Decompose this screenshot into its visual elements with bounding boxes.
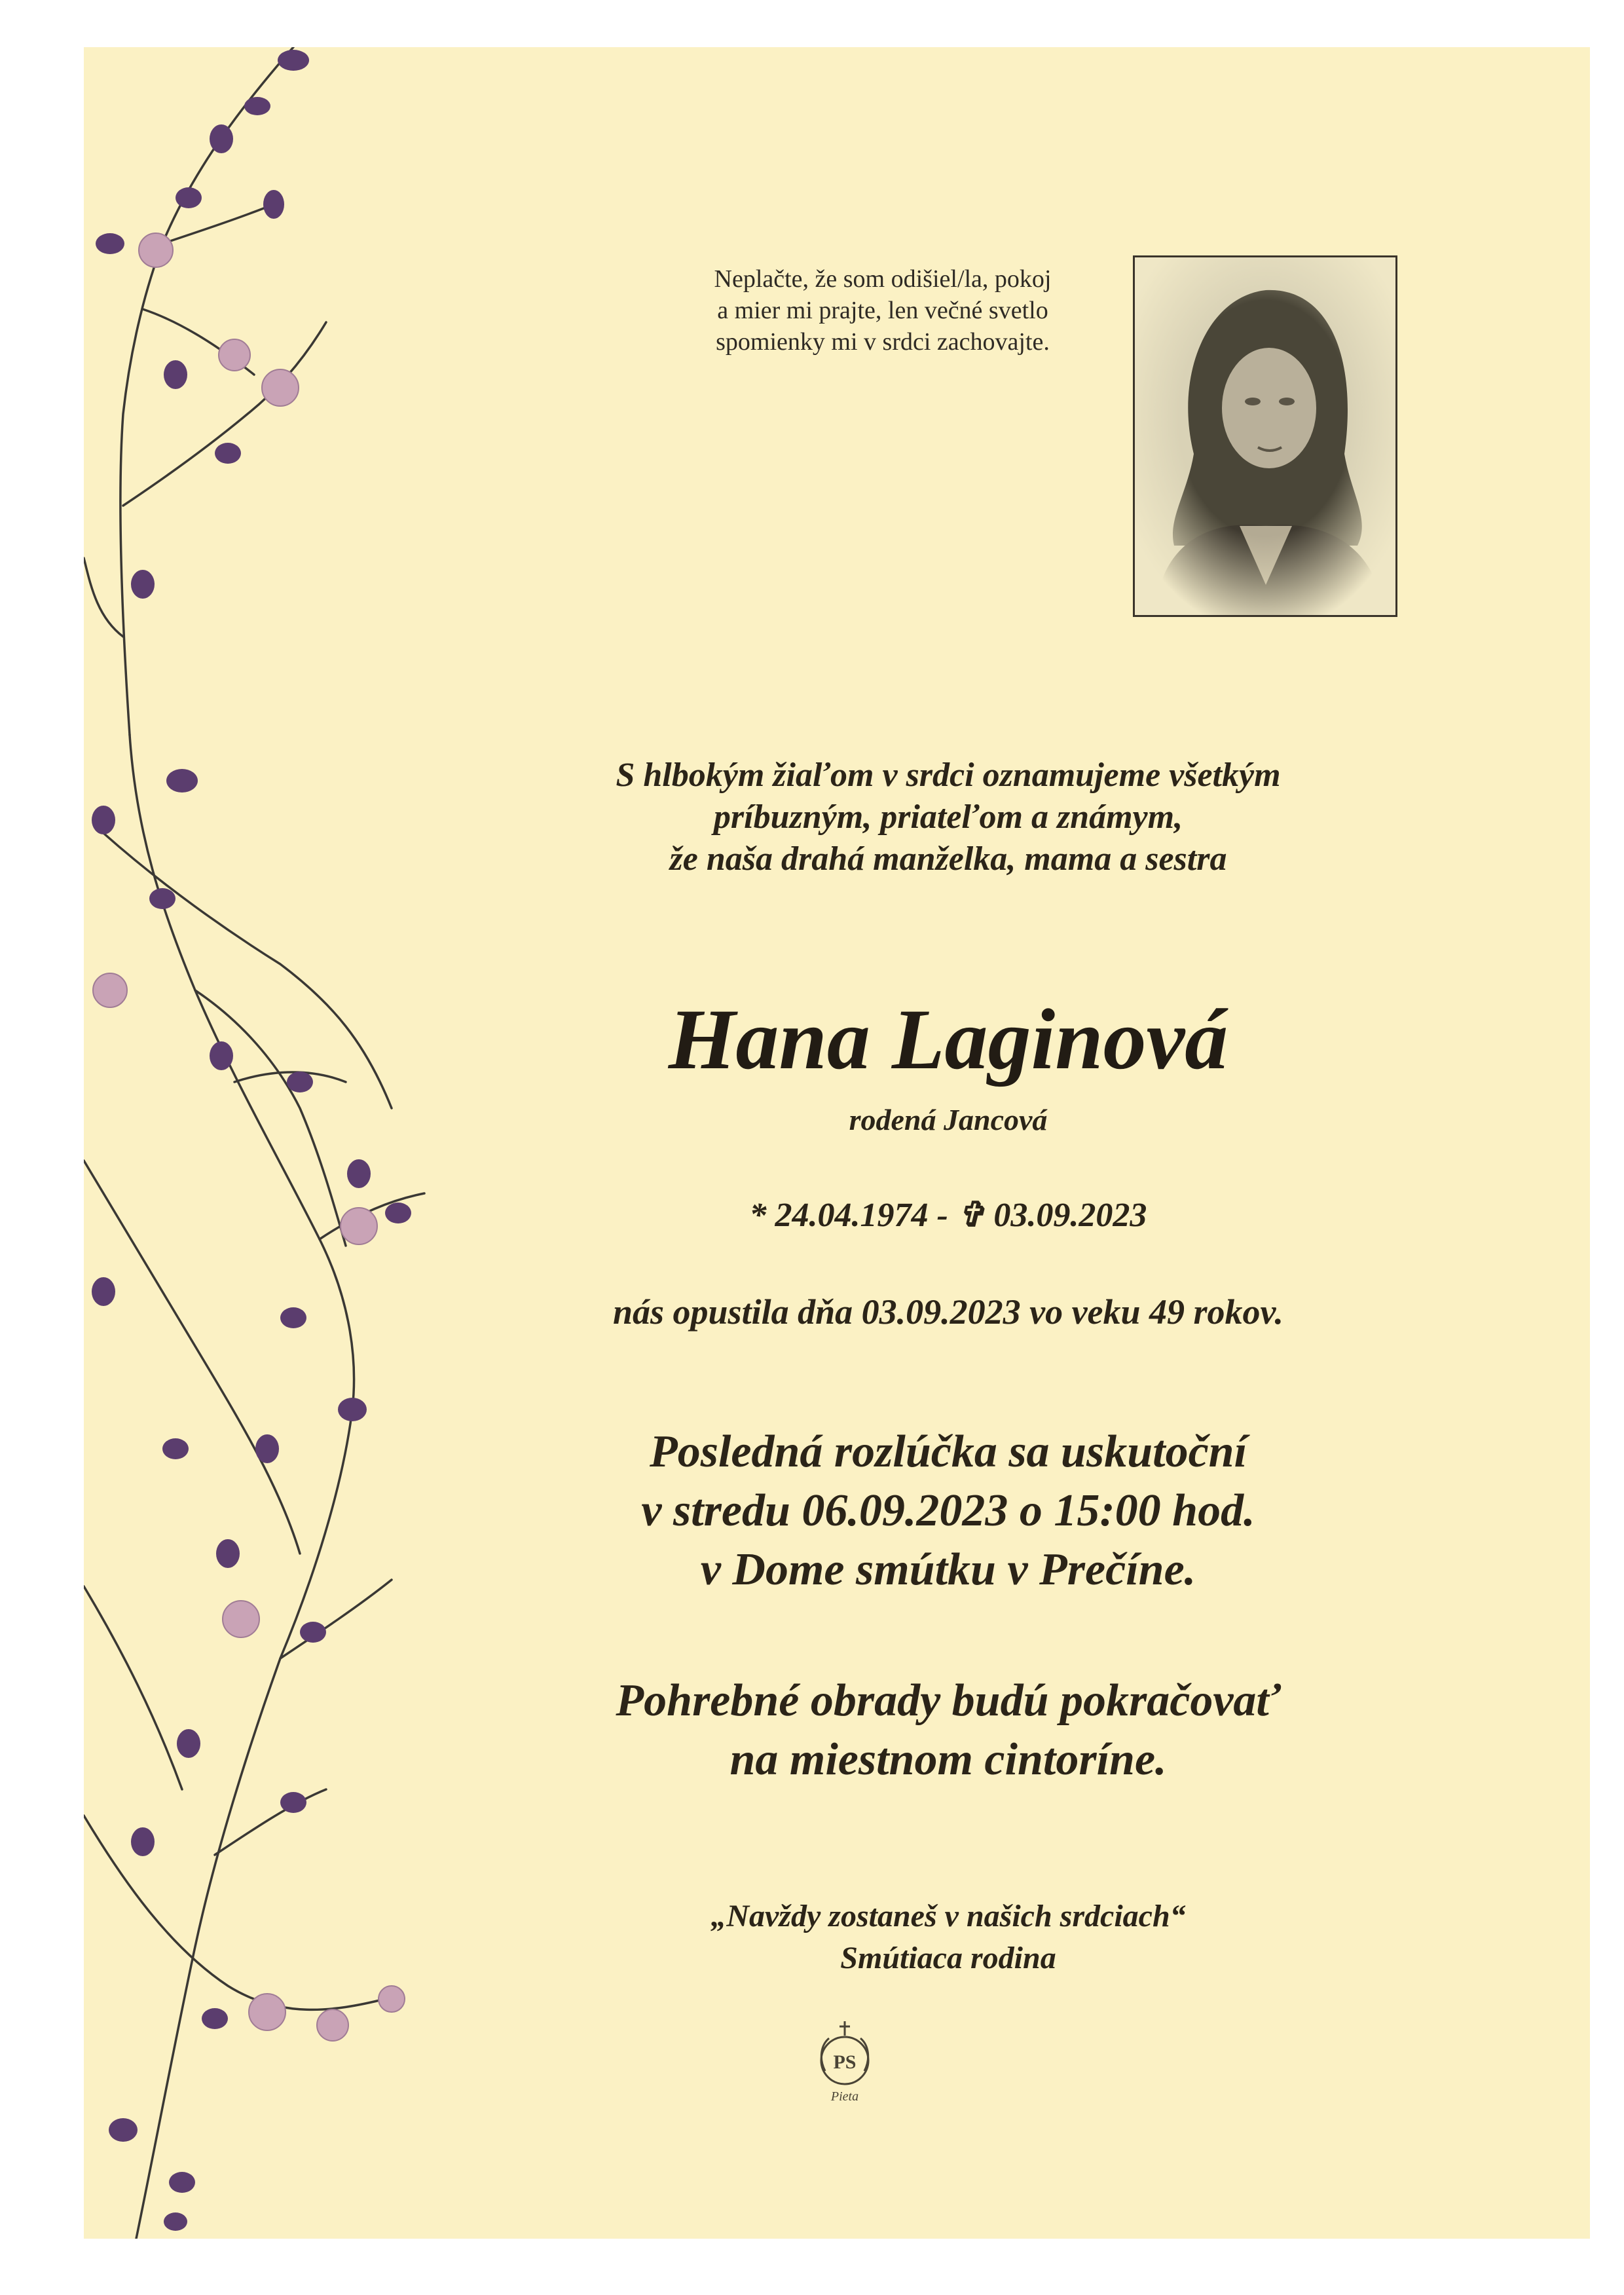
- portrait-photo: [1133, 255, 1397, 617]
- intro-line: S hlbokým žiaľom v srdci oznamujeme všetkým: [616, 756, 1281, 794]
- life-dates: * 24.04.1974 - ✞ 03.09.2023: [749, 1197, 1147, 1234]
- date-of-passing: nás opustila dňa 03.09.2023 vo veku 49 rokov.: [612, 1292, 1284, 1332]
- poem-line: Neplačte, že som odišiel/la, pokoj: [714, 265, 1052, 293]
- intro-line: príbuzným, priateľom a známym,: [713, 798, 1183, 836]
- maiden-name: rodená Jancová: [849, 1103, 1048, 1136]
- farewell-line: v stredu 06.09.2023 o 15:00 hod.: [641, 1485, 1255, 1536]
- burial-details: [359, 1671, 1538, 1789]
- closing-quote: „Navždy zostaneš v našich srdciach“: [710, 1899, 1186, 1933]
- announcement-intro: [359, 755, 1538, 880]
- intro-line: že naša drahá manželka, mama a sestra: [669, 840, 1227, 878]
- logo-caption: Pieta: [830, 2089, 859, 2104]
- obituary-sheet: [84, 47, 1590, 2239]
- burial-line: Pohrebné obrady budú pokračovať: [616, 1675, 1281, 1726]
- funeral-farewell-details: [359, 1423, 1538, 1599]
- poem-line: a mier mi prajte, len večné svetlo: [717, 297, 1048, 324]
- deceased-name: Hana Laginová: [668, 991, 1228, 1087]
- poem-line: spomienky mi v srdci zachovajte.: [716, 328, 1050, 356]
- closing-remarks: [359, 1895, 1538, 1979]
- portrait-image: [1135, 257, 1395, 615]
- farewell-line: Posledná rozlúčka sa uskutoční: [649, 1427, 1247, 1477]
- farewell-line: v Dome smútku v Prečíne.: [700, 1544, 1196, 1595]
- logo-monogram: PS: [833, 2051, 857, 2073]
- memorial-poem: [595, 263, 1171, 358]
- family-signature: Smútiaca rodina: [840, 1941, 1056, 1975]
- burial-line: na miestnom cintoríne.: [729, 1734, 1167, 1785]
